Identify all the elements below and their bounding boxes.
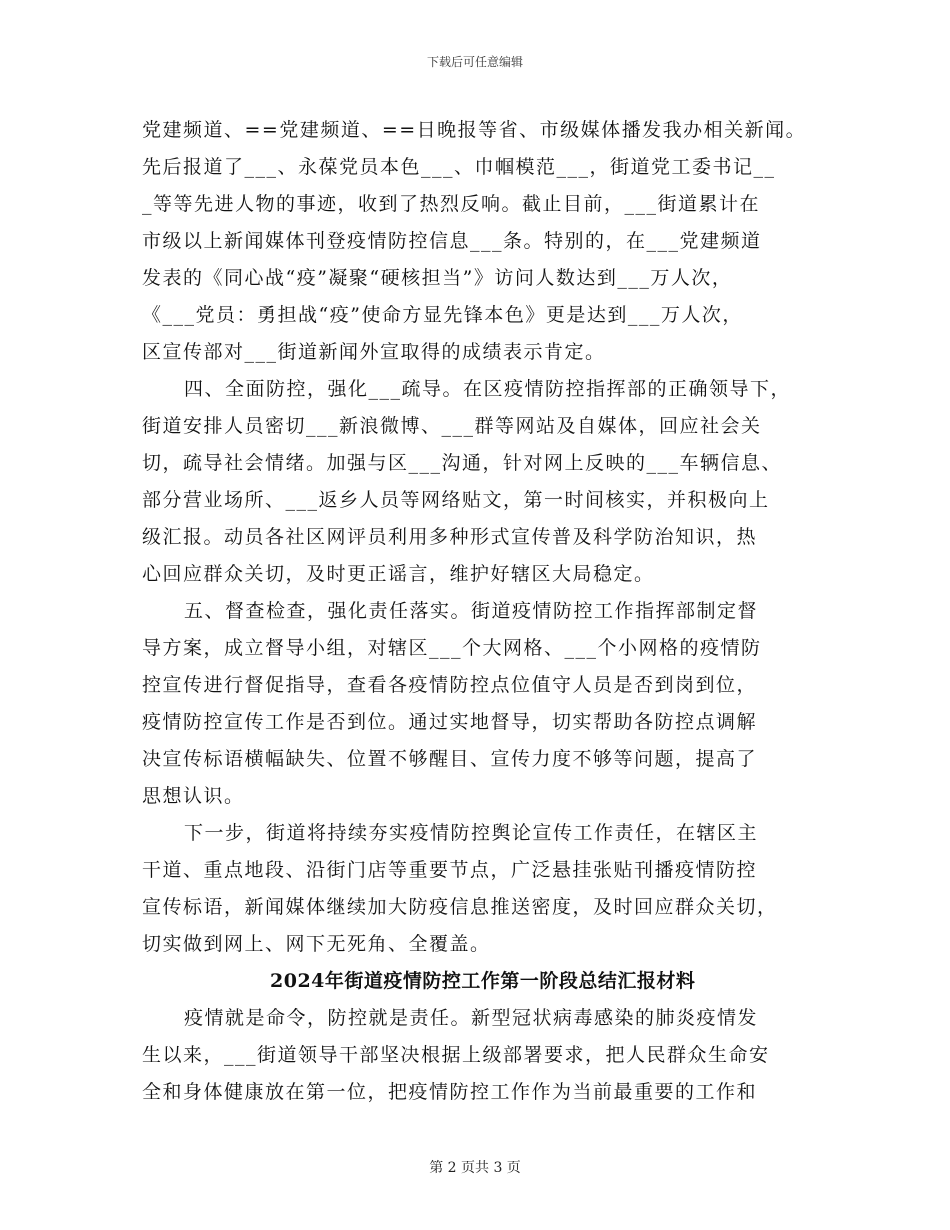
text-line: 党建频道、==党建频道、==日晚报等省、市级媒体播发我办相关新闻。: [142, 119, 807, 141]
text-line: 发表的《同心战“疫”凝聚“硬核担当”》访问人数达到___万人次，: [142, 267, 733, 289]
text-line: 疫情防控宣传工作是否到位。通过实地督导，切实帮助各防控点调解: [142, 711, 758, 733]
page-header: 下载后可任意编辑: [426, 55, 523, 69]
text-line: 切，疏导社会情绪。加强与区___沟通，针对网上反映的___车辆信息、: [142, 452, 783, 474]
text-line: 疫情就是命令，防控就是责任。新型冠状病毒感染的肺炎疫情发: [184, 1007, 759, 1029]
paragraph-continuation: [142, 112, 822, 371]
text-line: 部分营业场所、___返乡人员等网络贴文，第一时间核实，并积极向上: [142, 489, 770, 511]
text-line: 生以来，___街道领导干部坚决根据上级部署要求，把人民群众生命安: [142, 1044, 770, 1066]
text-line: 干道、重点地段、沿街门店等重要节点，广泛悬挂张贴刊播疫情防控: [142, 859, 758, 881]
text-line: 导方案，成立督导小组，对辖区___个大网格、___个小网格的疫情防: [142, 637, 762, 659]
text-line: 下一步，街道将持续夯实疫情防控舆论宣传工作责任，在辖区主: [184, 822, 759, 844]
text-line: 先后报道了___、永葆党员本色___、巾帼模范___，街道党工委书记__: [142, 156, 776, 178]
text-line: 全和身体健康放在第一位，把疫情防控工作作为当前最重要的工作和: [142, 1081, 758, 1103]
text-line: 区宣传部对___街道新闻外宣取得的成绩表示肯定。: [142, 341, 606, 363]
page-footer: 第 2 页共 3 页: [429, 1160, 521, 1176]
section-title: 2024年街道疫情防控工作第一阶段总结汇报材料: [270, 970, 696, 992]
text-line: 心回应群众关切，及时更正谣言，维护好辖区大局稳定。: [142, 563, 655, 585]
text-line: 级汇报。动员各社区网评员利用多种形式宣传普及科学防治知识，热: [142, 526, 758, 548]
text-line: 《___党员：勇担战“疫”使命方显先锋本色》更是达到___万人次，: [142, 304, 743, 326]
text-line: 控宣传进行督促指导，查看各疫情防控点位值守人员是否到岗到位，: [142, 674, 758, 696]
text-line: 决宣传标语横幅缺失、位置不够醒目、宣传力度不够等问题，提高了: [142, 748, 758, 770]
paragraph-intro: [142, 1000, 822, 1111]
paragraph-next-step: [142, 815, 822, 963]
paragraph-section-four: [142, 371, 822, 593]
text-line: _等等先进人物的事迹，收到了热烈反响。截止目前，___街道累计在: [142, 193, 761, 215]
document-body: [142, 112, 822, 1111]
text-line: 思想认识。: [142, 785, 245, 807]
text-line: 街道安排人员密切___新浪微博、___群等网站及自媒体，回应社会关: [142, 415, 762, 437]
text-line: 市级以上新闻媒体刊登疫情防控信息___条。特别的，在___党建频道: [142, 230, 762, 252]
text-line: 五、督查检查，强化责任落实。街道疫情防控工作指挥部制定督: [184, 600, 759, 622]
text-line: 四、全面防控，强化___疏导。在区疫情防控指挥部的正确领导下，: [184, 378, 792, 400]
paragraph-section-five: [142, 593, 822, 815]
text-line: 宣传标语，新闻媒体继续加大防疫信息推送密度，及时回应群众关切，: [142, 896, 778, 918]
text-line: 切实做到网上、网下无死角、全覆盖。: [142, 933, 491, 955]
